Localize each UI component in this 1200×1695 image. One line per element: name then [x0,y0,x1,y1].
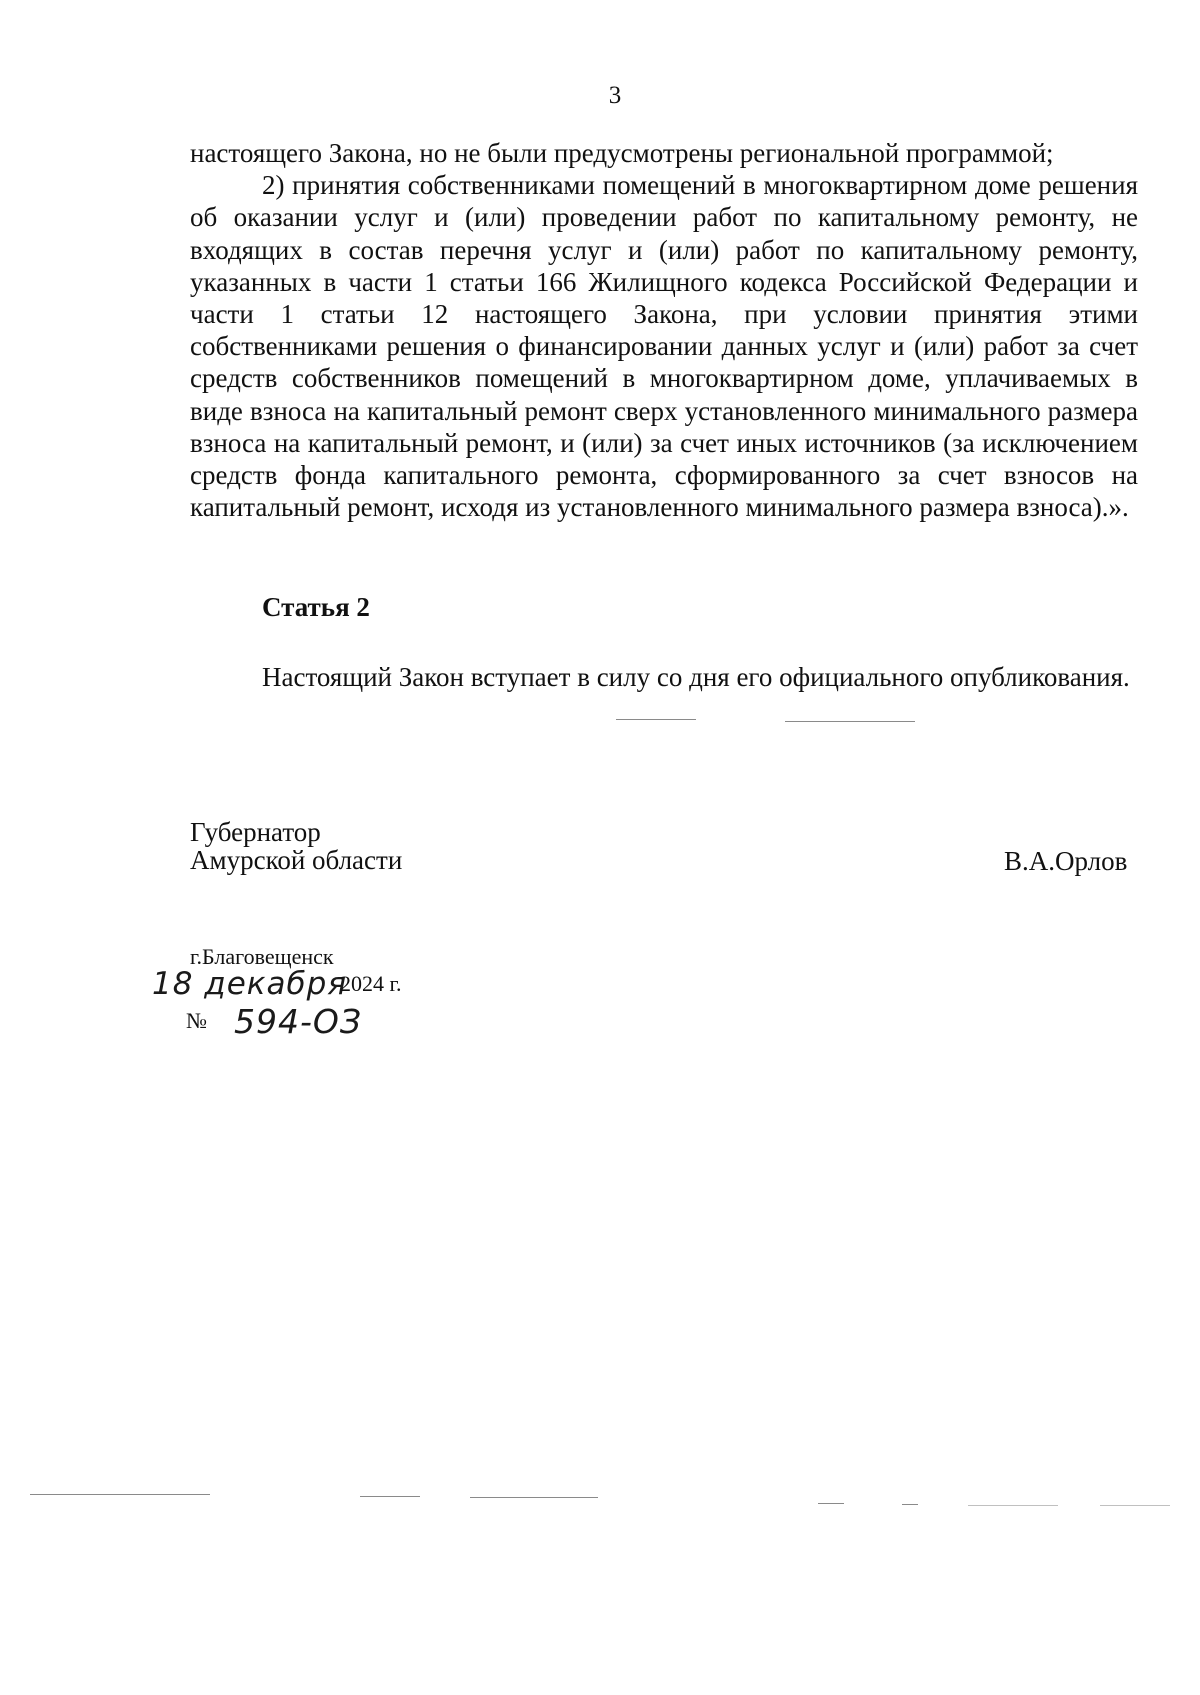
scan-artifact-line [968,1505,1058,1506]
final-text [190,661,1138,693]
scan-artifact-line [902,1504,918,1505]
signature-name: В.А.Орлов [1004,846,1128,876]
scan-artifact-line [360,1496,420,1497]
handwritten-law-number: 594-ОЗ [234,1002,363,1041]
paragraph-item-2: 2) принятия собственниками помещений в многоквартирном доме решения об оказании услуг и (или) проведении работ по капитальному ремонту, не входящих в состав перечня услуг и (или) работ по капитальному ремонту, указанных в части 1 статьи 166 Жилищного кодекса Российской Федерации и части 1 статьи 12 настоящего Закона, при условии принятия этими собственниками решения о финансировании данных услуг и (или) работ за счет средств собственников помещений в многоквартирном доме, уплачиваемых в виде взноса на капитальный ремонт сверх установленного минимального размера взноса на капитальный ремонт, и (или) за счет иных источников (за исключением средств фонда капитального ремонта, сформированного за счет взносов на капитальный ремонт, исходя из установленного минимального размера взноса).». [190,170,1138,523]
date-line [152,966,452,1006]
scan-artifact-line [785,721,915,722]
signature-block [190,818,402,874]
law-number-line [186,1002,386,1042]
page-number: 3 [608,82,622,109]
handwritten-date: 18 декабря [152,966,347,1002]
paragraph-continuation: настоящего Закона, но не были предусмотрены региональной программой; [190,138,1054,168]
article-heading: Статья 2 [262,592,370,622]
number-sign: № [186,1008,207,1033]
signature-title-line2: Амурской области [190,845,403,875]
place-of-signing: г.Благовещенск [190,944,334,969]
signature-title-line1: Губернатор [190,817,321,847]
scan-artifact-line [1100,1505,1170,1506]
scan-artifact-line [30,1494,210,1495]
scan-artifact-line [818,1503,844,1504]
paragraph-effective-date: Настоящий Закон вступает в силу со дня его официального опубликования. [262,662,1130,692]
scan-artifact-line [616,719,696,720]
year: 2024 г. [340,971,402,996]
scan-artifact-line [470,1497,598,1498]
body-text [190,137,1138,523]
